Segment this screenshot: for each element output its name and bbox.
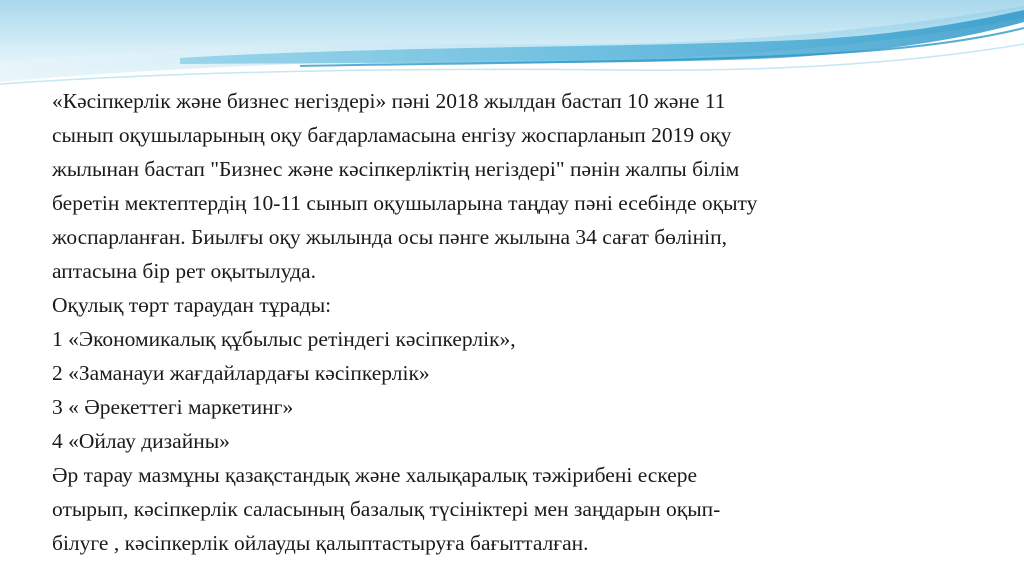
- text-line: сынып оқушыларының оқу бағдарламасына енгізу жоспарланып 2019 оқу: [52, 123, 732, 147]
- list-item: 1 «Экономикалық құбылыс ретіндегі кәсіпкерлік»,: [52, 327, 516, 351]
- text-line: отырып, кәсіпкерлік саласының базалық түсініктері мен заңдарын оқып-: [52, 497, 721, 521]
- text-line: беретін мектептердің 10-11 сынып оқушыларына таңдау пәні есебінде оқыту: [52, 191, 758, 215]
- list-item: 3 « Әрекеттегі маркетинг»: [52, 395, 294, 419]
- list-item: 2 «Заманауи жағдайлардағы кәсіпкерлік»: [52, 361, 430, 385]
- text-line: Оқулық төрт тараудан тұрады:: [52, 293, 332, 317]
- list-item: 4 «Ойлау дизайны»: [52, 429, 230, 453]
- text-line: жылынан бастап "Бизнес және кәсіпкерліктің негіздері" пәнін жалпы білім: [52, 157, 740, 181]
- text-line: жоспарланған. Биылғы оқу жылында осы пәнге жылына 34 сағат бөлініп,: [52, 225, 727, 249]
- text-line: аптасына бір рет оқытылуда.: [52, 259, 316, 283]
- wave-header-decoration: [0, 0, 1024, 96]
- text-line: Әр тарау мазмұны қазақстандық және халықаралық тәжірибені ескере: [52, 463, 698, 487]
- text-line: «Кәсіпкерлік және бизнес негіздері» пәні 2018 жылдан бастап 10 және 11: [52, 89, 726, 113]
- text-line: білуге , кәсіпкерлік ойлауды қалыптастыруға бағытталған.: [52, 531, 589, 555]
- body-text: [52, 84, 982, 560]
